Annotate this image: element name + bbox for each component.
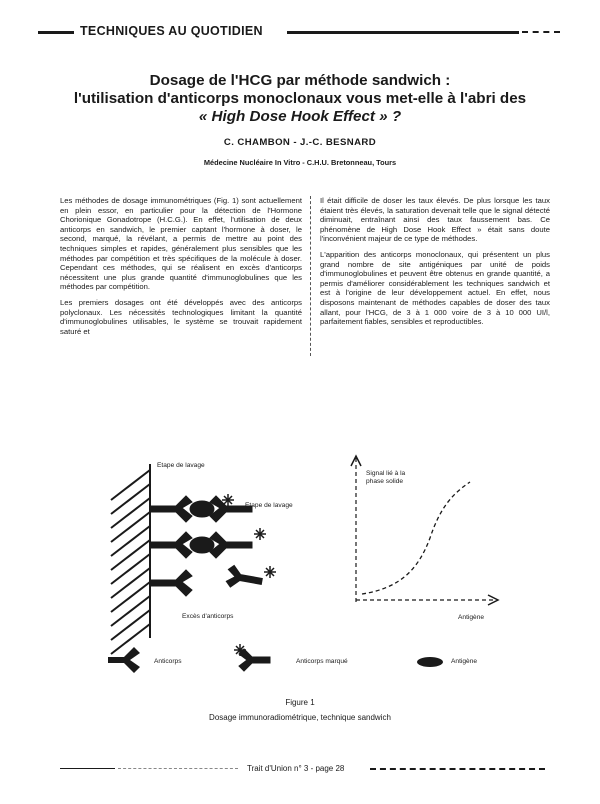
sandwich-row-2	[151, 528, 266, 558]
affiliation: Médecine Nucléaire In Vitro - C.H.U. Bretonneau, Tours	[203, 158, 397, 167]
header-rule-right	[287, 31, 519, 34]
paragraph: Les premiers dosages ont été développés avec des anticorps polyclonaux. Les nécessités technologiques limitant la quantité d'immunoglobulines utilisables, le système se trouvait rapidement saturé et	[60, 297, 302, 336]
graph-y-label: Signal lié à la phase solide	[366, 470, 406, 485]
authors: C. CHAMBON - J.-C. BESNARD	[223, 137, 377, 148]
label-wash-step-1: Etape de lavage	[157, 462, 205, 469]
header-rule-dashes	[522, 31, 560, 33]
paragraph: L'apparition des anticorps monoclonaux, qui présentent un plus grand nombre de site antigéniques par unité de poids d'immunoglobulines et peuvent être obtenus en grande quantité, a permis d'améliorer considérablement les techniques sandwich et est à l'origine de leur développement actuel. En effet, nous disposons maintenant de méthodes capables de doser des taux allant, pour l'HCG, de 3 à 1 000 voire de 3 à 10 000 UI/l, parfaitement fiables, sensibles et reproductibles.	[320, 249, 550, 327]
body-column-right	[320, 196, 550, 333]
footer-rule-dashes-left	[118, 768, 238, 769]
legend-antibody-label: Anticorps	[154, 658, 182, 665]
solid-phase-hatching	[111, 464, 150, 654]
paragraph: Il était difficile de doser les taux élevés. De plus lorsque les taux étaient très élevés, la saturation devenait telle que le signal détecté diminuait, entraînant ainsi des taux faussement bas. Ce phénomène de High Dose Hook Effect » était sans doute l'inconvénient majeur de ce type de méthodes.	[320, 196, 550, 244]
figure-subcaption: Dosage immunoradiométrique, technique sandwich	[209, 713, 391, 722]
legend-antibody-icon	[108, 647, 140, 673]
sandwich-row-1	[151, 494, 252, 522]
body-column-left	[60, 196, 302, 342]
sandwich-row-3	[151, 565, 276, 596]
label-wash-step-2: Etape de lavage	[245, 502, 293, 509]
column-divider	[310, 196, 311, 356]
article-title-line-1: Dosage de l'HCG par méthode sandwich :	[149, 72, 451, 89]
graph-x-label: Antigène	[458, 614, 485, 621]
footer-rule-left	[60, 768, 115, 769]
legend-labeled-antibody-icon	[234, 644, 270, 671]
figure-caption: Figure 1	[285, 698, 315, 707]
header-rule-left	[38, 31, 74, 34]
sandwich-diagram	[0, 450, 600, 690]
legend-labeled-antibody-label: Anticorps marqué	[296, 658, 348, 665]
legend-antigen-label: Antigène	[451, 658, 478, 665]
article-title-line-2: l'utilisation d'anticorps monoclonaux vous met-elle à l'abri des	[73, 90, 527, 107]
footer-rule-dashes-right	[370, 768, 545, 770]
section-header: TECHNIQUES AU QUOTIDIEN	[80, 24, 263, 38]
paragraph: Les méthodes de dosage immunométriques (Fig. 1) sont actuellement en plein essor, en particulier pour la détection de l'Hormone Chorionique Gonadotrope (H.C.G.). En effet, l'utilisation de deux anticorps en sandwich, le premier captant l'hormone à doser, le second, marqué, la révélant, a permis de mettre au point des techniques simples et rapides, généralement plus sensibles que les méthodes par compétition et très spécifiques de la molécule à doser. Cependant ces méthodes, qui se réalisent en excès d'anticorps nécessitent une plus grande quantité d'immunoglobulines que les méthodes par compétition.	[60, 196, 302, 292]
footer-text: Trait d'Union n° 3 - page 28	[247, 764, 345, 773]
legend-antigen-icon	[417, 657, 443, 667]
label-antibody-excess: Excès d'anticorps	[182, 613, 234, 620]
article-title-line-3: « High Dose Hook Effect » ?	[198, 108, 402, 125]
